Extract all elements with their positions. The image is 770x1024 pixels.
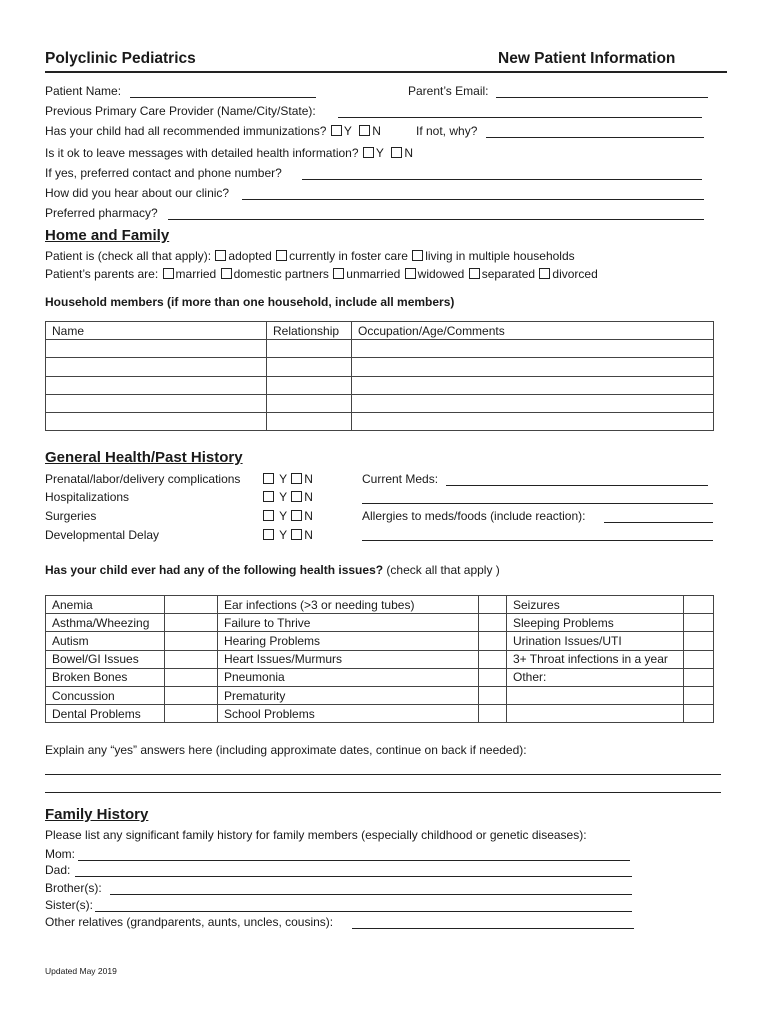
widowed-checkbox[interactable] (405, 268, 416, 279)
married-checkbox[interactable] (163, 268, 174, 279)
patient-name-label: Patient Name: (45, 84, 122, 98)
married-label: married (175, 267, 217, 281)
immunizations-row (45, 124, 381, 138)
table-row (46, 632, 714, 650)
issue-label: Broken Bones (46, 668, 165, 686)
explain-field-1[interactable] (45, 774, 721, 775)
prenatal-yn (262, 472, 313, 486)
issue-check-cell[interactable] (684, 596, 714, 614)
current-meds-field[interactable] (446, 485, 708, 486)
issue-label: Anemia (46, 596, 165, 614)
issues-question: Has your child ever had any of the following health issues? (45, 563, 384, 577)
hospitalizations-yn (262, 490, 313, 504)
health-item-developmental: Developmental Delay (45, 528, 160, 542)
messages-no-checkbox[interactable] (391, 147, 402, 158)
developmental-yes-checkbox[interactable] (263, 529, 274, 540)
table-cell[interactable] (46, 358, 267, 376)
no-label: N (372, 124, 381, 138)
allergies-field[interactable] (604, 522, 713, 523)
parents-are-row (45, 267, 598, 281)
hospitalizations-yes-checkbox[interactable] (263, 491, 274, 502)
no-label: N (304, 509, 313, 523)
pharmacy-label: Preferred pharmacy? (45, 206, 158, 220)
issue-label: Dental Problems (46, 705, 165, 723)
table-row (46, 340, 714, 358)
divorced-checkbox[interactable] (539, 268, 550, 279)
issue-label: Sleeping Problems (507, 614, 684, 632)
table-header-name: Name (46, 322, 267, 340)
issue-check-cell[interactable] (479, 668, 507, 686)
sisters-label: Sister(s): (45, 898, 93, 912)
mom-field[interactable] (78, 860, 630, 861)
foster-care-label: currently in foster care (289, 249, 408, 263)
hospitalizations-no-checkbox[interactable] (291, 491, 302, 502)
issue-check-cell[interactable] (684, 668, 714, 686)
issue-check-cell[interactable] (479, 596, 507, 614)
explain-field-2[interactable] (45, 792, 721, 793)
issue-label: 3+ Throat infections in a year (507, 650, 684, 668)
yes-label: Y (279, 490, 287, 504)
table-row (46, 394, 714, 412)
messages-yes-checkbox[interactable] (363, 147, 374, 158)
surgeries-no-checkbox[interactable] (291, 510, 302, 521)
issue-label: Failure to Thrive (218, 614, 479, 632)
general-health-heading: General Health/Past History (45, 449, 243, 466)
unmarried-checkbox[interactable] (333, 268, 344, 279)
yes-label: Y (343, 124, 352, 138)
table-cell[interactable] (352, 340, 714, 358)
issue-label: Heart Issues/Murmurs (218, 650, 479, 668)
widowed-label: widowed (417, 267, 465, 281)
health-item-surgeries: Surgeries (45, 509, 97, 523)
health-item-prenatal: Prenatal/labor/delivery complications (45, 472, 241, 486)
table-cell[interactable] (46, 412, 267, 430)
table-cell[interactable] (267, 394, 352, 412)
issue-label: Bowel/GI Issues (46, 650, 165, 668)
hear-about-field[interactable] (242, 199, 704, 200)
family-history-intro: Please list any significant family history for family members (especially childhood or genetic diseases): (45, 828, 587, 842)
previous-provider-label: Previous Primary Care Provider (Name/City/State): (45, 104, 316, 118)
table-row (46, 686, 714, 704)
unmarried-label: unmarried (346, 267, 401, 281)
table-cell[interactable] (352, 412, 714, 430)
issue-check-cell[interactable] (479, 686, 507, 704)
issue-label: Ear infections (>3 or needing tubes) (218, 596, 479, 614)
current-meds-label: Current Meds: (362, 472, 439, 486)
multiple-households-label: living in multiple households (425, 249, 575, 263)
table-row (46, 376, 714, 394)
issue-label: Autism (46, 632, 165, 650)
table-row (46, 705, 714, 723)
issues-note: (check all that apply ) (386, 563, 500, 577)
issue-check-cell[interactable] (165, 686, 218, 704)
no-label: N (304, 528, 313, 542)
issue-check-cell[interactable] (684, 705, 714, 723)
table-cell[interactable] (267, 358, 352, 376)
surgeries-yes-checkbox[interactable] (263, 510, 274, 521)
table-row (46, 596, 714, 614)
issue-label: Pneumonia (218, 668, 479, 686)
issues-question-row (45, 563, 500, 577)
allergies-label: Allergies to meds/foods (include reaction): (362, 509, 586, 523)
table-row (46, 614, 714, 632)
table-cell[interactable] (46, 376, 267, 394)
patient-is-label: Patient is (check all that apply): (45, 249, 212, 263)
brothers-field[interactable] (110, 894, 632, 895)
issue-check-cell[interactable] (165, 632, 218, 650)
prenatal-yes-checkbox[interactable] (263, 473, 274, 484)
issue-check-cell[interactable] (684, 650, 714, 668)
issue-check-cell[interactable] (165, 650, 218, 668)
issue-check-cell[interactable] (165, 596, 218, 614)
issue-check-cell[interactable] (684, 614, 714, 632)
issue-label: Asthma/Wheezing (46, 614, 165, 632)
divorced-label: divorced (552, 267, 598, 281)
other-relatives-field[interactable] (352, 928, 634, 929)
clinic-name: Polyclinic Pediatrics (45, 50, 196, 67)
messages-question: Is it ok to leave messages with detailed health information? (45, 146, 359, 160)
table-row (46, 668, 714, 686)
table-cell[interactable] (267, 340, 352, 358)
table-cell[interactable] (46, 394, 267, 412)
dad-label: Dad: (45, 863, 71, 877)
issue-check-cell[interactable] (479, 632, 507, 650)
issue-label: Hearing Problems (218, 632, 479, 650)
issue-check-cell[interactable] (684, 632, 714, 650)
current-meds-field-2[interactable] (362, 503, 713, 504)
table-cell[interactable] (46, 340, 267, 358)
surgeries-yn (262, 509, 313, 523)
yes-label: Y (279, 528, 287, 542)
adopted-label: adopted (228, 249, 272, 263)
issue-label[interactable] (507, 705, 684, 723)
parents-are-label: Patient’s parents are: (45, 267, 159, 281)
issue-label: Seizures (507, 596, 684, 614)
issue-label: Other: (507, 668, 684, 686)
patient-name-field[interactable] (130, 97, 316, 98)
yes-label: Y (279, 472, 287, 486)
yes-label: Y (375, 146, 384, 160)
updated-date: Updated May 2019 (45, 966, 117, 976)
issue-check-cell[interactable] (479, 614, 507, 632)
sisters-field[interactable] (95, 911, 632, 912)
mom-label: Mom: (45, 847, 75, 861)
previous-provider-field[interactable] (338, 117, 702, 118)
table-cell[interactable] (267, 412, 352, 430)
messages-row (45, 146, 413, 160)
form-title: New Patient Information (498, 50, 676, 67)
explain-label: Explain any “yes” answers here (including approximate dates, continue on back if needed): (45, 743, 527, 757)
table-row (46, 650, 714, 668)
no-label: N (304, 472, 313, 486)
issue-label: Prematurity (218, 686, 479, 704)
table-cell[interactable] (352, 358, 714, 376)
health-issues-table (45, 595, 714, 723)
issue-check-cell[interactable] (165, 614, 218, 632)
household-heading: Household members (if more than one household, include all members) (45, 295, 455, 309)
foster-care-checkbox[interactable] (276, 250, 287, 261)
separated-label: separated (481, 267, 536, 281)
yes-label: Y (279, 509, 287, 523)
issue-check-cell[interactable] (165, 705, 218, 723)
hear-about-label: How did you hear about our clinic? (45, 186, 230, 200)
dad-field[interactable] (75, 876, 632, 877)
household-table (45, 321, 714, 431)
table-row (46, 358, 714, 376)
separated-checkbox[interactable] (469, 268, 480, 279)
table-row (46, 412, 714, 430)
table-cell[interactable] (352, 394, 714, 412)
multiple-households-checkbox[interactable] (412, 250, 423, 261)
issue-check-cell[interactable] (479, 705, 507, 723)
prenatal-no-checkbox[interactable] (291, 473, 302, 484)
table-header-occupation: Occupation/Age/Comments (352, 322, 714, 340)
preferred-contact-label: If yes, preferred contact and phone number? (45, 166, 282, 180)
immunizations-yes-checkbox[interactable] (331, 125, 342, 136)
home-family-heading: Home and Family (45, 227, 170, 244)
immunizations-question: Has your child had all recommended immunizations? (45, 124, 327, 138)
if-not-why-field[interactable] (486, 137, 704, 138)
issue-check-cell[interactable] (479, 650, 507, 668)
other-relatives-label: Other relatives (grandparents, aunts, uncles, cousins): (45, 915, 334, 929)
header-rule (45, 71, 727, 73)
issue-check-cell[interactable] (165, 668, 218, 686)
issue-check-cell[interactable] (684, 686, 714, 704)
patient-is-row (45, 249, 575, 263)
issue-label: Urination Issues/UTI (507, 632, 684, 650)
table-cell[interactable] (267, 376, 352, 394)
no-label: N (404, 146, 413, 160)
table-header-relationship: Relationship (267, 322, 352, 340)
parents-email-field[interactable] (496, 97, 708, 98)
issue-label: School Problems (218, 705, 479, 723)
allergies-field-2[interactable] (362, 540, 713, 541)
domestic-partners-label: domestic partners (233, 267, 329, 281)
parents-email-label: Parent’s Email: (408, 84, 489, 98)
health-item-hospitalizations: Hospitalizations (45, 490, 130, 504)
if-not-why-label: If not, why? (416, 124, 478, 138)
table-cell[interactable] (352, 376, 714, 394)
pharmacy-field[interactable] (168, 219, 704, 220)
issue-label[interactable] (507, 686, 684, 704)
developmental-no-checkbox[interactable] (291, 529, 302, 540)
adopted-checkbox[interactable] (215, 250, 226, 261)
table-header-row (46, 322, 714, 340)
domestic-partners-checkbox[interactable] (221, 268, 232, 279)
family-history-heading: Family History (45, 806, 149, 823)
preferred-contact-field[interactable] (302, 179, 702, 180)
no-label: N (304, 490, 313, 504)
issue-label: Concussion (46, 686, 165, 704)
developmental-yn (262, 528, 313, 542)
immunizations-no-checkbox[interactable] (359, 125, 370, 136)
brothers-label: Brother(s): (45, 881, 102, 895)
